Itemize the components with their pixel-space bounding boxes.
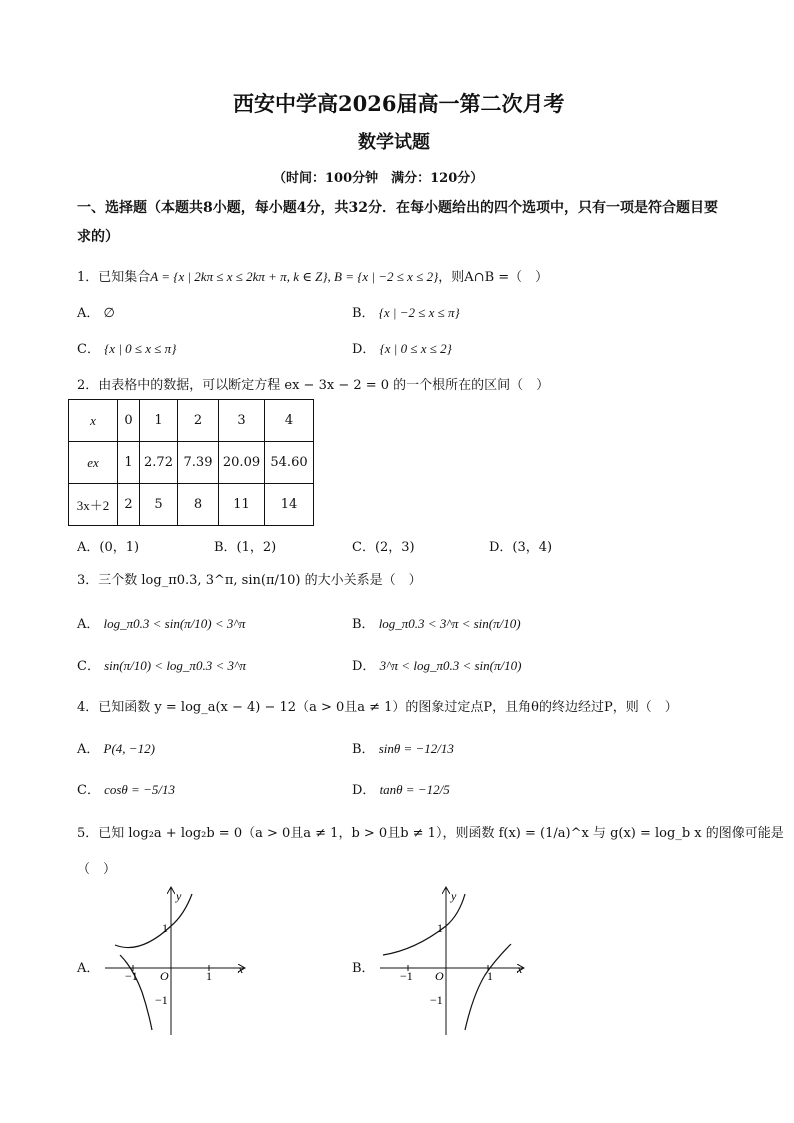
question-4: 4．已知函数 y = log_a(x − 4) − 12（a > 0且a ≠ 1）的图象过定点P，且角θ的终边经过P，则（ ）	[77, 700, 678, 715]
q4-option-a: A． P(4, −12)	[77, 741, 155, 757]
tick-label: −1	[155, 993, 168, 1007]
origin-label: O	[435, 969, 444, 983]
table-cell: x	[69, 400, 118, 442]
log-curve	[465, 944, 511, 1030]
tick-label: 1	[162, 921, 168, 935]
exam-meta: （时间：100分钟 满分：120分）	[273, 171, 484, 186]
q5-paren: （ ）	[77, 862, 117, 877]
table-cell: 7.39	[178, 442, 219, 484]
tick-label: 1	[206, 969, 212, 983]
log-curve	[120, 955, 152, 1030]
table-cell: 11	[219, 484, 265, 526]
table-cell: 1	[118, 442, 140, 484]
tick-label: 1	[437, 921, 443, 935]
table-cell: 14	[265, 484, 314, 526]
q1-set-a: A = {x | 2kπ ≤ x ≤ 2kπ + π, k ∈ Z}	[150, 269, 328, 284]
table-cell: 3	[219, 400, 265, 442]
q5-option-a-label: A．	[77, 961, 100, 976]
q3-option-a: A． log_π0.3 < sin(π/10) < 3^π	[77, 616, 246, 632]
q1-option-c: C． {x | 0 ≤ x ≤ π}	[77, 341, 177, 357]
question-5: 5．已知 log₂a + log₂b = 0（a > 0且a ≠ 1，b > 0且b ≠ 1），则函数 f(x) = (1/a)^x 与 g(x) = log_b x 的图像可能是	[77, 826, 784, 841]
q5-graph-a	[100, 880, 260, 1040]
table-cell: 8	[178, 484, 219, 526]
y-label: y	[451, 889, 457, 903]
table-cell: 2	[118, 484, 140, 526]
q2-data-table	[68, 399, 314, 526]
table-row	[69, 442, 314, 484]
tick-label: −1	[125, 969, 138, 983]
table-cell: 20.09	[219, 442, 265, 484]
table-cell: 4	[265, 400, 314, 442]
q4-option-d: D． tanθ = −12/5	[352, 782, 450, 798]
table-cell: 5	[140, 484, 178, 526]
q1-set-b: B = {x | −2 ≤ x ≤ 2}	[334, 269, 439, 284]
origin-label: O	[160, 969, 169, 983]
table-cell: 54.60	[265, 442, 314, 484]
q3-option-b: B． log_π0.3 < 3^π < sin(π/10)	[352, 616, 521, 632]
q5-option-b-label: B．	[352, 961, 375, 976]
question-1: 1．已知集合A = {x | 2kπ ≤ x ≤ 2kπ + π, k ∈ Z}, B = {x | −2 ≤ x ≤ 2}，则A∩B =（ ）	[77, 269, 549, 285]
table-cell: 1	[140, 400, 178, 442]
exam-title: 西安中学高2026届高一第二次月考	[233, 91, 565, 116]
q3-option-d: D． 3^π < log_π0.3 < sin(π/10)	[352, 658, 522, 674]
q3-option-c: C． sin(π/10) < log_π0.3 < 3^π	[77, 658, 246, 674]
table-cell: 0	[118, 400, 140, 442]
table-cell: ex	[69, 442, 118, 484]
q1-prefix: 1．已知集合	[77, 270, 151, 285]
tick-label: 1	[487, 969, 493, 983]
exponential-curve	[383, 894, 465, 955]
table-row	[69, 400, 314, 442]
section-heading: 一、选择题（本题共8小题，每小题4分，共32分．在每小题给出的四个选项中，只有一项是符合题目要求的）	[77, 200, 718, 245]
table-cell: 3x＋2	[69, 484, 118, 526]
q1-ask: ，则A∩B =（ ）	[438, 270, 549, 285]
x-label: x	[517, 962, 523, 976]
q1-option-b: B． {x | −2 ≤ x ≤ π}	[352, 305, 460, 321]
exam-subtitle: 数学试题	[358, 132, 430, 153]
q2-option-b: B．(1，2)	[214, 540, 277, 555]
tick-label: −1	[400, 969, 413, 983]
q5-graph-b	[375, 880, 535, 1040]
question-3: 3．三个数 log_π0.3, 3^π, sin(π/10) 的大小关系是（ ）	[77, 573, 422, 588]
q2-option-d: D．(3，4)	[489, 540, 553, 555]
q4-option-c: C． cosθ = −5/13	[77, 782, 175, 798]
x-label: x	[238, 962, 244, 976]
question-2: 2．由表格中的数据，可以断定方程 ex − 3x − 2 = 0 的一个根所在的区间（ ）	[77, 378, 550, 393]
q2-option-a: A．(0，1)	[77, 540, 140, 555]
q1-option-a: A． ∅	[77, 305, 115, 321]
q1-option-d: D． {x | 0 ≤ x ≤ 2}	[352, 341, 452, 357]
q2-option-c: C．(2，3)	[352, 540, 415, 555]
table-cell: 2	[178, 400, 219, 442]
y-label: y	[176, 889, 182, 903]
table-row	[69, 484, 314, 526]
tick-label: −1	[430, 993, 443, 1007]
table-cell: 2.72	[140, 442, 178, 484]
q4-option-b: B． sinθ = −12/13	[352, 741, 454, 757]
